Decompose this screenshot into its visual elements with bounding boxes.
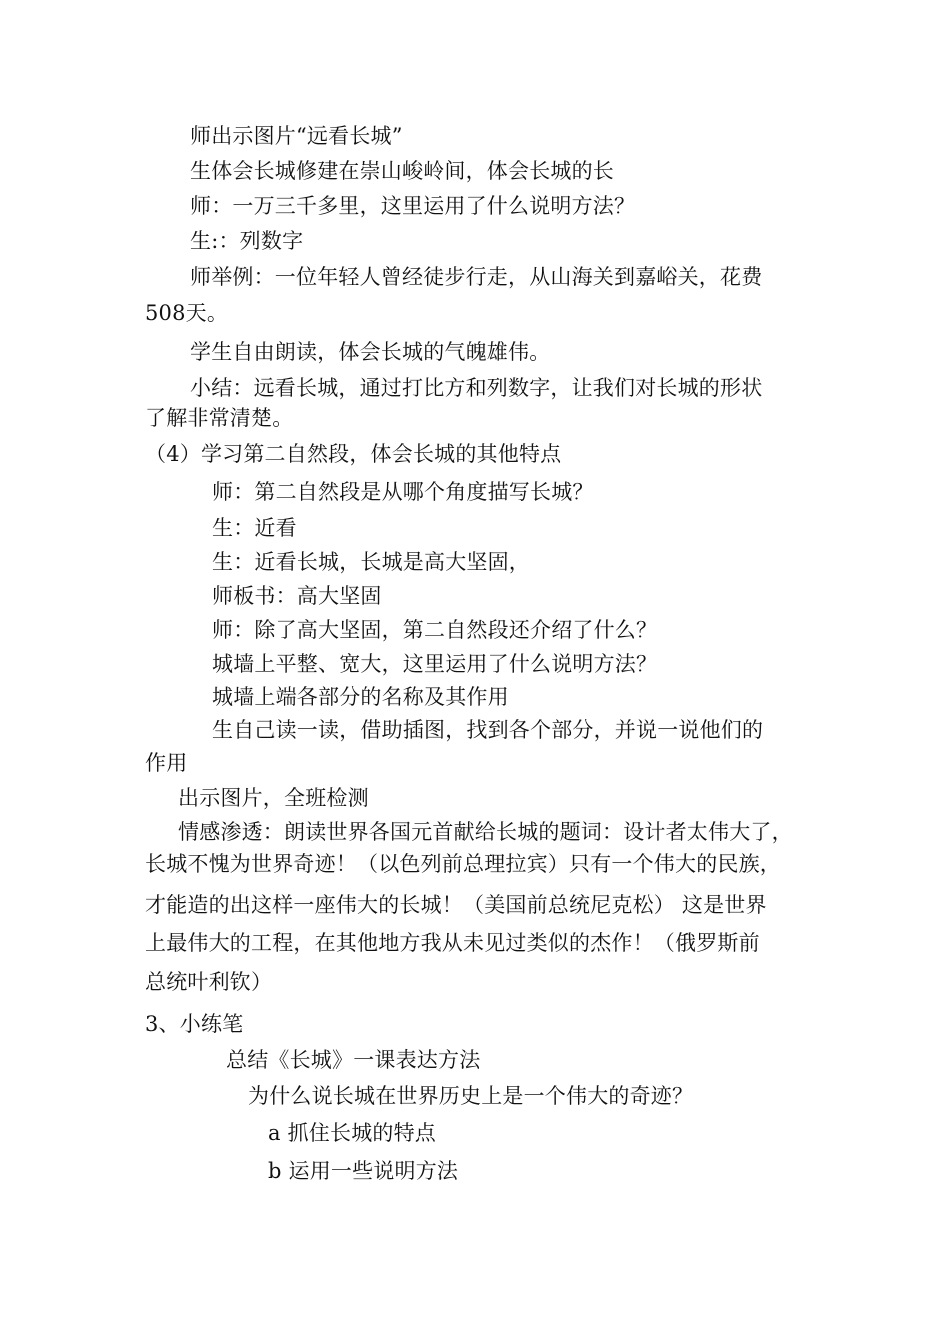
text-line: 上最伟大的工程，在其他地方我从未见过类似的杰作！（俄罗斯前 xyxy=(145,931,760,955)
list-item: b 运用一些说明方法 xyxy=(268,1159,459,1183)
text-line: 城墙上端各部分的名称及其作用 xyxy=(212,685,509,709)
section-heading: 3、小练笔 xyxy=(145,1012,244,1036)
text-line: 了解非常清楚。 xyxy=(145,406,294,430)
text-line: 作用 xyxy=(145,751,188,775)
list-item: a 抓住长城的特点 xyxy=(268,1121,436,1145)
text-line: 小结：远看长城，通过打比方和列数字，让我们对长城的形状 xyxy=(190,376,763,400)
text-line: 学生自由朗读，体会长城的气魄雄伟。 xyxy=(190,340,551,364)
text-line: 总统叶利钦） xyxy=(145,970,273,994)
text-line: 生：近看长城，长城是高大坚固， xyxy=(212,550,530,574)
text-line: 总结《长城》一课表达方法 xyxy=(226,1048,481,1072)
text-line: 师：一万三千多里，这里运用了什么说明方法？ xyxy=(190,194,636,218)
text-line: 生:：列数字 xyxy=(190,229,304,253)
text-line: 生：近看 xyxy=(212,516,297,540)
text-line: 508天。 xyxy=(145,301,229,325)
section-heading: （4）学习第二自然段，体会长城的其他特点 xyxy=(145,442,562,466)
text-line: 情感渗透：朗读世界各国元首献给长城的题词：设计者太伟大了， xyxy=(178,820,793,844)
text-line: 才能造的出这样一座伟大的长城！（美国前总统尼克松） 这是世界 xyxy=(145,893,767,917)
text-line: 师：第二自然段是从哪个角度描写长城？ xyxy=(212,480,594,504)
text-line: 师：除了高大坚固，第二自然段还介绍了什么？ xyxy=(212,618,658,642)
text-line: 生体会长城修建在崇山峻岭间，体会长城的长 xyxy=(190,159,614,183)
text-line: 师举例：一位年轻人曾经徒步行走，从山海关到嘉峪关，花费 xyxy=(190,265,763,289)
text-line: 出示图片，全班检测 xyxy=(178,786,369,810)
text-line: 为什么说长城在世界历史上是一个伟大的奇迹？ xyxy=(248,1084,694,1108)
text-line: 生自己读一读，借助插图，找到各个部分，并说一说他们的 xyxy=(212,718,764,742)
text-line: 长城不愧为世界奇迹！（以色列前总理拉宾）只有一个伟大的民族， xyxy=(145,852,781,876)
text-line: 师出示图片“远看长城” xyxy=(190,124,403,148)
text-line: 城墙上平整、宽大，这里运用了什么说明方法？ xyxy=(212,652,658,676)
text-line: 师板书：高大坚固 xyxy=(212,584,382,608)
